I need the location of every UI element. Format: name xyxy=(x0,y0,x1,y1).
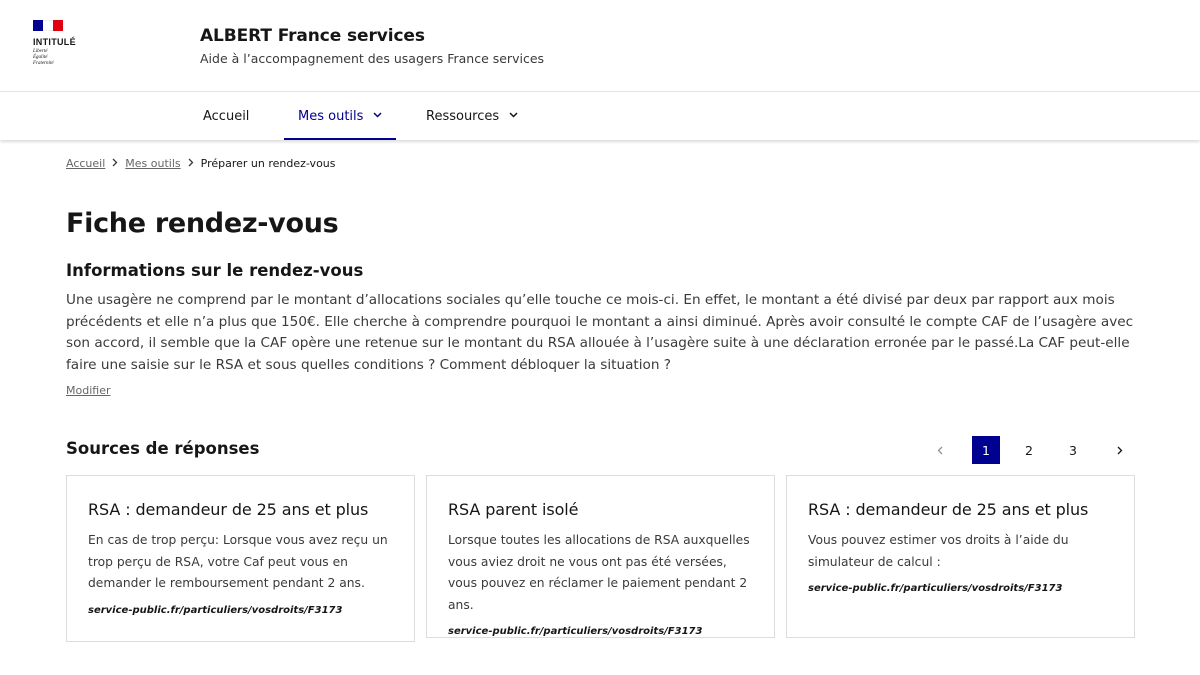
site-tagline: Aide à l’accompagnement des usagers France services xyxy=(200,51,545,66)
pagination-next-button[interactable] xyxy=(1106,436,1134,464)
french-flag-icon xyxy=(33,20,63,31)
appointment-info-title: Informations sur le rendez-vous xyxy=(66,261,364,280)
source-card-text: En cas de trop perçu: Lorsque vous avez reçu un trop perçu de RSA, votre Caf peut vous en demander le remboursement pendant 2 ans. xyxy=(88,533,388,590)
breadcrumb xyxy=(66,157,336,170)
chevron-right-icon xyxy=(112,158,118,170)
chevron-down-icon xyxy=(373,111,382,121)
pagination-page-3[interactable]: 3 xyxy=(1069,442,1077,458)
source-card-title: RSA parent isolé xyxy=(448,500,579,519)
chevron-left-icon xyxy=(937,446,943,455)
site-title[interactable]: ALBERT France services xyxy=(200,26,425,46)
chevron-down-icon xyxy=(509,111,518,121)
motto-line: Égalité xyxy=(33,55,48,60)
chevron-right-icon xyxy=(1117,446,1123,455)
motto-line: Liberté xyxy=(33,49,48,54)
source-card-link[interactable]: service-public.fr/particuliers/vosdroits/F3173 xyxy=(448,626,703,637)
pagination-prev-button[interactable] xyxy=(926,436,954,464)
nav-item-mes-outils[interactable] xyxy=(298,92,382,140)
nav-item-label: Mes outils xyxy=(298,108,364,124)
republique-francaise-logo[interactable] xyxy=(33,20,93,67)
nav-item-label: Ressources xyxy=(426,108,500,124)
pagination-page-2[interactable]: 2 xyxy=(1025,442,1033,458)
breadcrumb-link-mes-outils[interactable]: Mes outils xyxy=(125,157,181,170)
motto-line: Fraternité xyxy=(33,61,54,66)
source-card-link[interactable]: service-public.fr/particuliers/vosdroits/F3173 xyxy=(88,604,343,616)
source-card[interactable] xyxy=(66,475,415,642)
source-card[interactable] xyxy=(426,475,775,638)
chevron-right-icon xyxy=(188,158,194,170)
source-card-text: Vous pouvez estimer vos droits à l’aide du simulateur de calcul : xyxy=(808,533,1069,569)
modify-link[interactable]: Modifier xyxy=(66,384,111,397)
breadcrumb-current: Préparer un rendez-vous xyxy=(200,157,336,170)
nav-item-label: Accueil xyxy=(203,108,250,124)
source-card-link[interactable]: service-public.fr/particuliers/vosdroits/F3173 xyxy=(808,583,1063,594)
main-navigation xyxy=(0,91,1200,140)
nav-item-accueil[interactable] xyxy=(203,92,249,140)
page-title: Fiche rendez-vous xyxy=(66,208,339,239)
logo-motto xyxy=(33,49,93,67)
logo-title: INTITULÉ xyxy=(33,37,76,47)
sources-title: Sources de réponses xyxy=(66,439,260,458)
source-card[interactable] xyxy=(786,475,1135,638)
source-card-title: RSA : demandeur de 25 ans et plus xyxy=(88,500,369,519)
breadcrumb-link-accueil[interactable]: Accueil xyxy=(66,157,106,170)
source-card-title: RSA : demandeur de 25 ans et plus xyxy=(808,500,1089,519)
pagination-page-1[interactable]: 1 xyxy=(972,436,1000,464)
nav-item-ressources[interactable] xyxy=(426,92,518,140)
site-header xyxy=(0,0,1200,91)
source-card-text: Lorsque toutes les allocations de RSA auxquelles vous aviez droit ne vous ont pas été versées, vous pouvez en réclamer le paiement pendant 2 ans. xyxy=(448,533,750,612)
appointment-description: Une usagère ne comprend par le montant d’allocations sociales qu’elle touche ce mois-ci. En effet, le montant a été divisé par deux par rapport aux mois précédents et elle n’a plus que 150€. Elle cherche à comprendre pourquoi le montant a ainsi diminué. Après avoir consulté le compte CAF de l’usagère avec son accord, il semble que la CAF opère une retenue sur le montant du RSA allouée à l’usagère suite à une déclaration erronée par le passé.La CAF peut-elle faire une saisie sur le RSA et sous quelles conditions ? Comment débloquer la situation ? xyxy=(66,292,1134,373)
